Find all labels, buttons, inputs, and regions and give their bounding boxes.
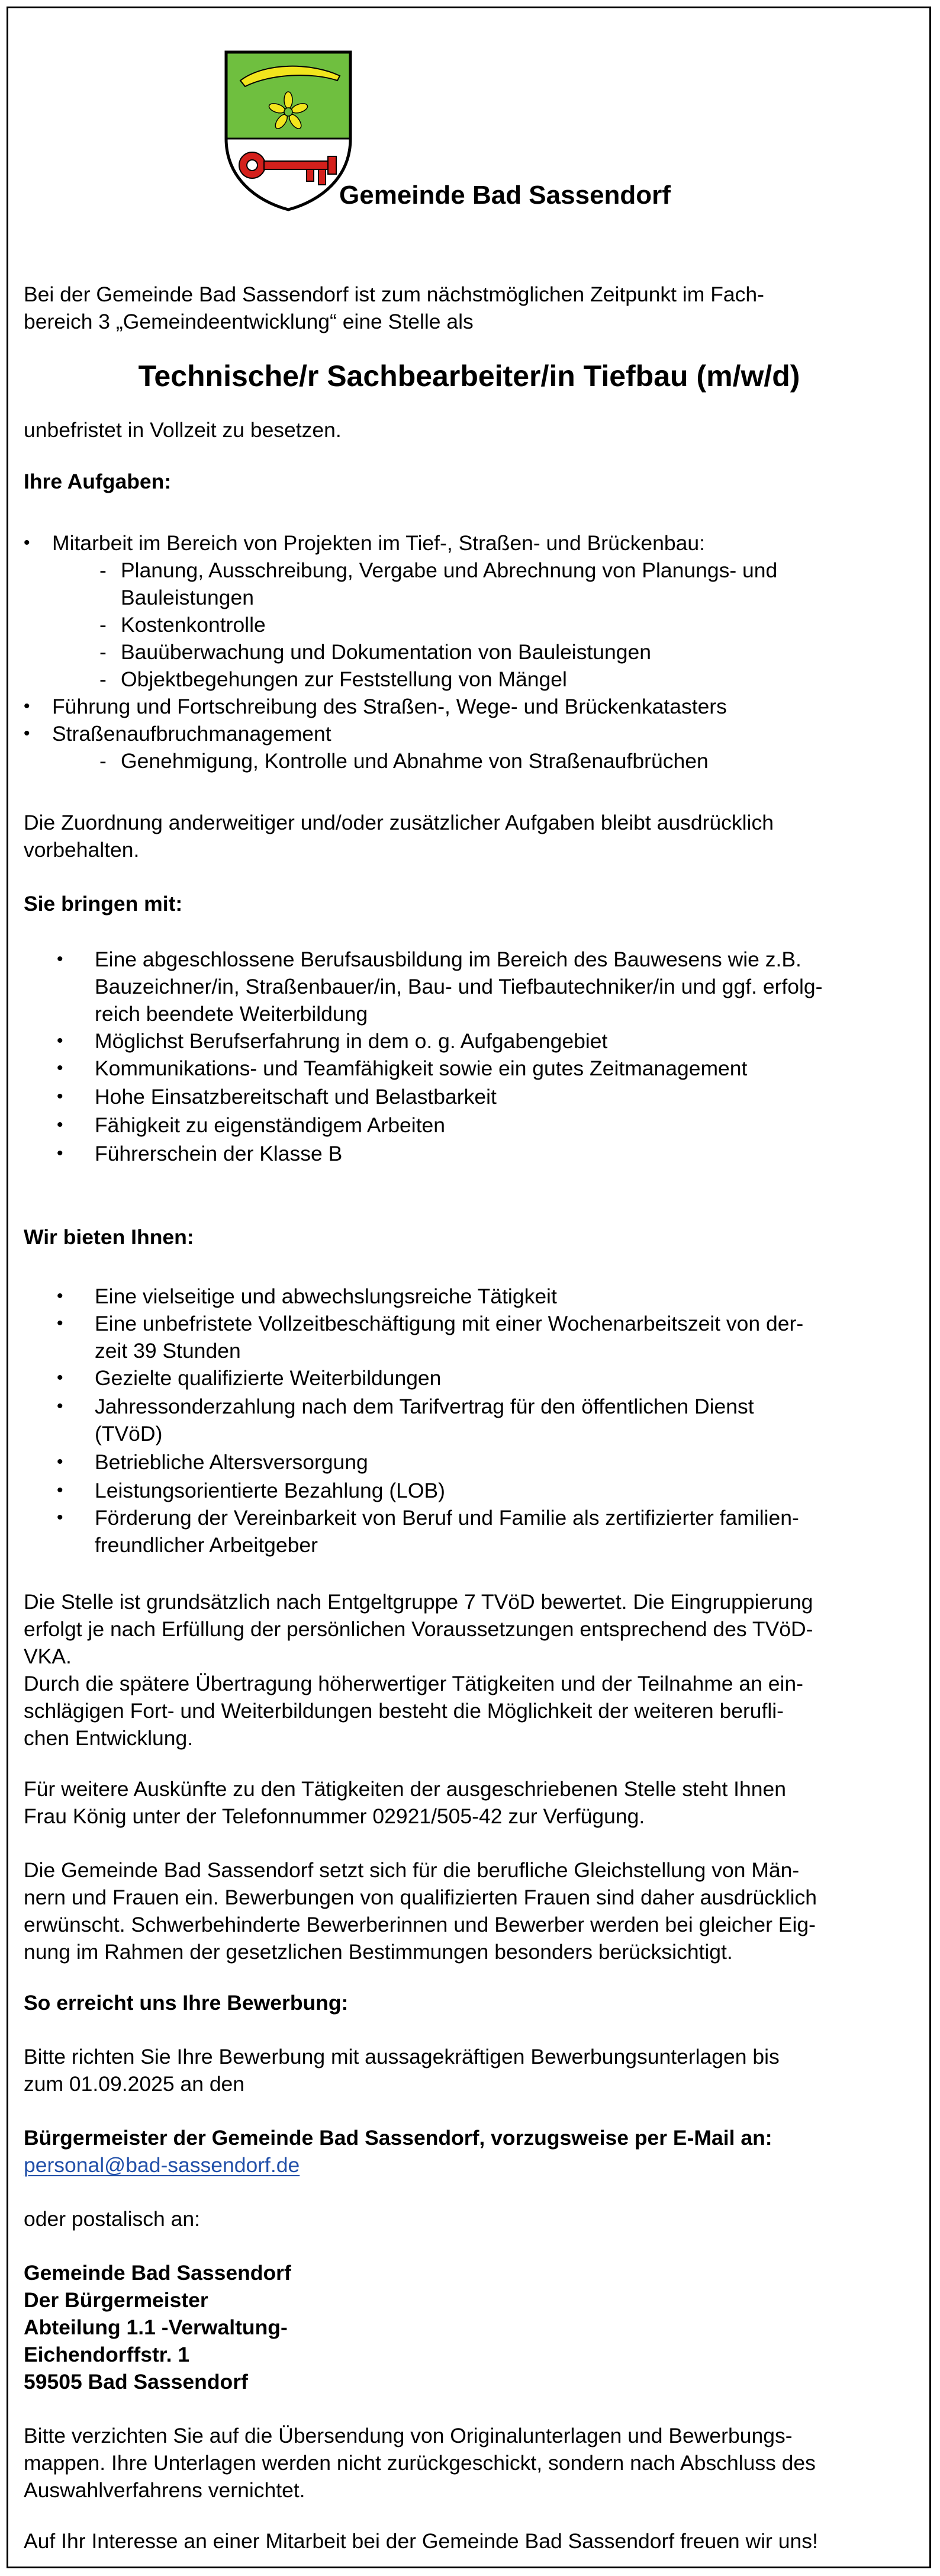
pay-line-5: schlägigen Fort- und Weiterbildungen besteht die Möglichkeit der weiteren berufli- (24, 1699, 784, 1723)
address-line: Abteilung 1.1 -Verwaltung- (24, 2315, 288, 2339)
dash-icon: - (99, 640, 107, 664)
bullet-icon: • (57, 1480, 63, 1500)
task-subitem: Bauüberwachung und Dokumentation von Bauleistungen (121, 640, 652, 664)
note-line-3: Auswahlverfahrens vernichtet. (24, 2478, 305, 2502)
offer-item-continued: (TVöD) (95, 1422, 163, 1446)
coat-of-arms-logo (224, 50, 353, 213)
address-line: 59505 Bad Sassendorf (24, 2370, 248, 2394)
bullet-icon: • (24, 533, 30, 553)
offers-heading: Wir bieten Ihnen: (24, 1225, 194, 1249)
task-item: Straßenaufbruchmanagement (52, 722, 331, 746)
requirement-item: Führerschein der Klasse B (95, 1142, 343, 1165)
offer-item-continued: freundlicher Arbeitgeber (95, 1533, 318, 1557)
offer-item: Gezielte qualifizierte Weiterbildungen (95, 1366, 442, 1390)
bullet-icon: • (57, 1144, 63, 1163)
employment-type: unbefristet in Vollzeit zu besetzen. (24, 418, 342, 442)
postal-intro: oder postalisch an: (24, 2207, 200, 2231)
dash-icon: - (99, 558, 107, 582)
note-line-2: mappen. Ihre Unterlagen werden nicht zurückgeschickt, sondern nach Abschluss des (24, 2451, 816, 2475)
requirement-item-continued: Bauzeichner/in, Straßenbauer/in, Bau- und Tiefbautechniker/in und ggf. erfolg- (95, 975, 823, 998)
application-recipient: Bürgermeister der Gemeinde Bad Sassendorf, vorzugsweise per E-Mail an: (24, 2126, 772, 2150)
task-subitem-continued: Bauleistungen (121, 586, 255, 609)
task-item: Mitarbeit im Bereich von Projekten im Tief-, Straßen- und Brückenbau: (52, 531, 705, 555)
dash-icon: - (99, 667, 107, 691)
tasks-heading: Ihre Aufgaben: (24, 470, 172, 493)
requirement-item: Möglichst Berufserfahrung in dem o. g. Aufgabengebiet (95, 1029, 608, 1053)
bullet-icon: • (57, 1396, 63, 1416)
task-subitem: Objektbegehungen zur Feststellung von Mängel (121, 667, 567, 691)
equality-line-2: nern und Frauen ein. Bewerbungen von qualifizierten Frauen sind daher ausdrücklich (24, 1886, 817, 1909)
bullet-icon: • (57, 1286, 63, 1306)
bullet-icon: • (57, 1031, 63, 1051)
application-line-2: zum 01.09.2025 an den (24, 2072, 245, 2096)
bullet-icon: • (24, 696, 30, 716)
bullet-icon: • (57, 1368, 63, 1387)
closing-line: Auf Ihr Interesse an einer Mitarbeit bei der Gemeinde Bad Sassendorf freuen wir uns! (24, 2529, 818, 2553)
bullet-icon: • (57, 1115, 63, 1135)
job-title: Technische/r Sachbearbeiter/in Tiefbau (m/w/d) (138, 359, 800, 393)
offer-item: Eine vielseitige und abwechslungsreiche Tätigkeit (95, 1284, 557, 1308)
task-subitem: Kostenkontrolle (121, 613, 266, 637)
requirement-item-continued: reich beendete Weiterbildung (95, 1002, 368, 1026)
note-line-1: Bitte verzichten Sie auf die Übersendung von Originalunterlagen und Bewerbungs- (24, 2424, 793, 2447)
task-item: Führung und Fortschreibung des Straßen-, Wege- und Brückenkatasters (52, 695, 727, 718)
bullet-icon: • (57, 1087, 63, 1106)
contact-line-2: Frau König unter der Telefonnummer 02921/505-42 zur Verfügung. (24, 1804, 645, 1828)
requirement-item: Eine abgeschlossene Berufsausbildung im Bereich des Bauwesens wie z.B. (95, 947, 801, 971)
dash-icon: - (99, 749, 107, 773)
pay-line-6: chen Entwicklung. (24, 1726, 194, 1750)
reservation-line-1: Die Zuordnung anderweitiger und/oder zusätzlicher Aufgaben bleibt ausdrücklich (24, 811, 774, 834)
offer-item: Eine unbefristete Vollzeitbeschäftigung mit einer Wochenarbeitszeit von der- (95, 1312, 804, 1335)
pay-line-1: Die Stelle ist grundsätzlich nach Entgeltgruppe 7 TVöD bewertet. Die Eingruppierung (24, 1590, 813, 1614)
pay-line-3: VKA. (24, 1644, 72, 1668)
equality-line-4: nung im Rahmen der gesetzlichen Bestimmungen besonders berücksichtigt. (24, 1940, 733, 1964)
address-line: Gemeinde Bad Sassendorf (24, 2261, 291, 2285)
requirement-item: Fähigkeit zu eigenständigem Arbeiten (95, 1113, 446, 1137)
offer-item: Leistungsorientierte Bezahlung (LOB) (95, 1479, 446, 1502)
email-link[interactable]: personal@bad-sassendorf.de (24, 2153, 300, 2177)
bullet-icon: • (24, 724, 30, 743)
dash-icon: - (99, 613, 107, 637)
bullet-icon: • (57, 1313, 63, 1333)
application-line-1: Bitte richten Sie Ihre Bewerbung mit aussagekräftigen Bewerbungsunterlagen bis (24, 2045, 780, 2068)
pay-line-4: Durch die spätere Übertragung höherwertiger Tätigkeiten und der Teilnahme an ein- (24, 1672, 803, 1695)
intro-line-1: Bei der Gemeinde Bad Sassendorf ist zum nächstmöglichen Zeitpunkt im Fach- (24, 282, 764, 306)
task-subitem: Genehmigung, Kontrolle und Abnahme von Straßenaufbrüchen (121, 749, 709, 773)
bullet-icon: • (57, 1452, 63, 1472)
organization-name: Gemeinde Bad Sassendorf (339, 181, 671, 210)
bullet-icon: • (57, 1058, 63, 1078)
offer-item: Jahressonderzahlung nach dem Tarifvertrag für den öffentlichen Dienst (95, 1395, 754, 1418)
contact-line-1: Für weitere Auskünfte zu den Tätigkeiten der ausgeschriebenen Stelle steht Ihnen (24, 1777, 787, 1801)
address-line: Der Bürgermeister (24, 2288, 208, 2312)
intro-line-2: bereich 3 „Gemeindeentwicklung“ eine Stelle als (24, 310, 474, 333)
pay-line-2: erfolgt je nach Erfüllung der persönlichen Voraussetzungen entsprechend des TVöD- (24, 1617, 813, 1641)
requirements-heading: Sie bringen mit: (24, 892, 183, 916)
address-line: Eichendorffstr. 1 (24, 2343, 190, 2366)
offer-item: Betriebliche Altersversorgung (95, 1450, 368, 1474)
equality-line-1: Die Gemeinde Bad Sassendorf setzt sich für die berufliche Gleichstellung von Män- (24, 1858, 800, 1882)
application-heading: So erreicht uns Ihre Bewerbung: (24, 1991, 349, 2015)
reservation-line-2: vorbehalten. (24, 838, 140, 862)
offer-item: Förderung der Vereinbarkeit von Beruf und Familie als zertifizierter familien- (95, 1506, 799, 1530)
bullet-icon: • (57, 949, 63, 969)
equality-line-3: erwünscht. Schwerbehinderte Bewerberinnen und Bewerber werden bei gleicher Eig- (24, 1913, 816, 1936)
requirement-item: Hohe Einsatzbereitschaft und Belastbarkeit (95, 1085, 497, 1109)
offer-item-continued: zeit 39 Stunden (95, 1339, 241, 1363)
task-subitem: Planung, Ausschreibung, Vergabe und Abrechnung von Planungs- und (121, 558, 778, 582)
requirement-item: Kommunikations- und Teamfähigkeit sowie ein gutes Zeitmanagement (95, 1056, 748, 1080)
bullet-icon: • (57, 1508, 63, 1527)
